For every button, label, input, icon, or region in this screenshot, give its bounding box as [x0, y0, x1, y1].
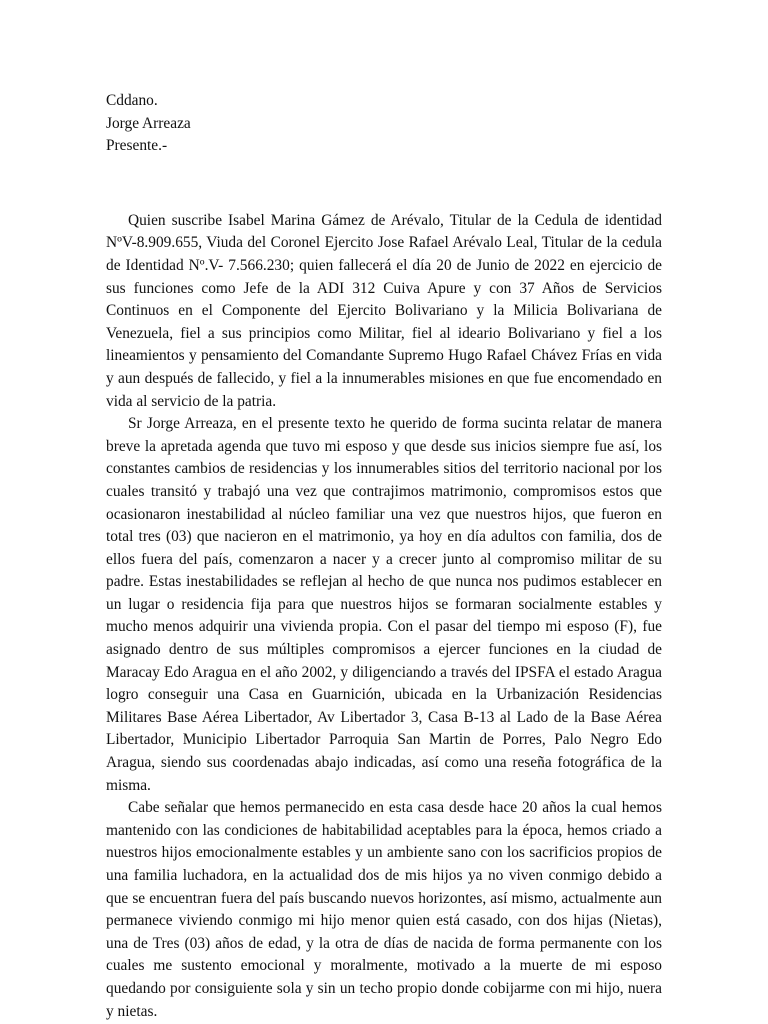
letter-page	[106, 90, 662, 1023]
salutation-honorific: Cddano.	[106, 92, 158, 109]
letter-body	[106, 210, 662, 1023]
spacer	[106, 158, 662, 210]
recipient-name: Jorge Arreaza	[106, 114, 191, 132]
paragraph-history: Sr Jorge Arreaza, en el presente texto he querido de forma sucinta relatar de manera breve la apretada agenda que tuvo mi esposo y que desde sus inicios siempre fue así, los constantes cambios de residencias y los innumerables sitios del territorio nacional por los cuales transitó y trabajó una vez que contrajimos matrimonio, compromisos estos que ocasionaron inestabilidad al núcleo familiar una vez que nuestros hijos, que fueron en total tres (03) que nacieron en el matrimonio, ya hoy en día adultos con familia, dos de ellos fuera del país, comenzaron a nacer y a crecer junto al compromiso militar de su padre. Estas inestabilidades se reflejan al hecho de que nunca nos pudimos establecer en un lugar o residencia fija para que nuestros hijos se formaran socialmente estables y mucho menos adquirir una vivienda propia. Con el pasar del tiempo mi esposo (F), fue asignado dentro de sus múltiples compromisos a ejercer funciones en la ciudad de Maracay Edo Aragua en el año 2002, y diligenciando a través del IPSFA el estado Aragua logro conseguir una Casa en Guarnición, ubicada en la Urbanización Residencias Militares Base Aérea Libertador, Av Libertador 3, Casa B-13 al Lado de la Base Aérea Libertador, Municipio Libertador Parroquia San Martin de Porres, Palo Negro Edo Aragua, siendo sus coordenadas abajo indicadas, así como una reseña fotográfica de la misma.	[106, 415, 662, 794]
salutation-block	[106, 90, 662, 158]
paragraph-current-situation: Cabe señalar que hemos permanecido en esta casa desde hace 20 años la cual hemos mantenido con las condiciones de habitabilidad aceptables para la época, hemos criado a nuestros hijos emocionalmente estables y un ambiente sano con los sacrificios propios de una familia luchadora, en la actualidad dos de mis hijos ya no viven conmigo debido a que se encuentran fuera del país buscando nuevos horizontes, así mismo, actualmente aun permanece viviendo conmigo mi hijo menor quien está casado, con dos hijas (Nietas), una de Tres (03) años de edad, y la otra de días de nacida de forma permanente con los cuales me sustento emocional y moralmente, motivado a la muerte de mi esposo quedando por consiguiente sola y sin un techo propio donde cobijarme con mi hijo, nuera y nietas.	[106, 799, 662, 1020]
paragraph-introduction: Quien suscribe Isabel Marina Gámez de Arévalo, Titular de la Cedula de identidad NºV-8.909.655, Viuda del Coronel Ejercito Jose Rafael Arévalo Leal, Titular de la cedula de Identidad Nº.V- 7.566.230; quien fallecerá el día 20 de Junio de 2022 en ejercicio de sus funciones como Jefe de la ADI 312 Cuiva Apure y con 37 Años de Servicios Continuos en el Componente del Ejercito Bolivariano y la Milicia Bolivariana de Venezuela, fiel a sus principios como Militar, fiel al ideario Bolivariano y fiel a los lineamientos y pensamiento del Comandante Supremo Hugo Rafael Chávez Frías en vida y aun después de fallecido, y fiel a la innumerables misiones en que fue encomendado en vida al servicio de la patria.	[106, 211, 662, 410]
salutation-presente: Presente.-	[106, 137, 168, 155]
